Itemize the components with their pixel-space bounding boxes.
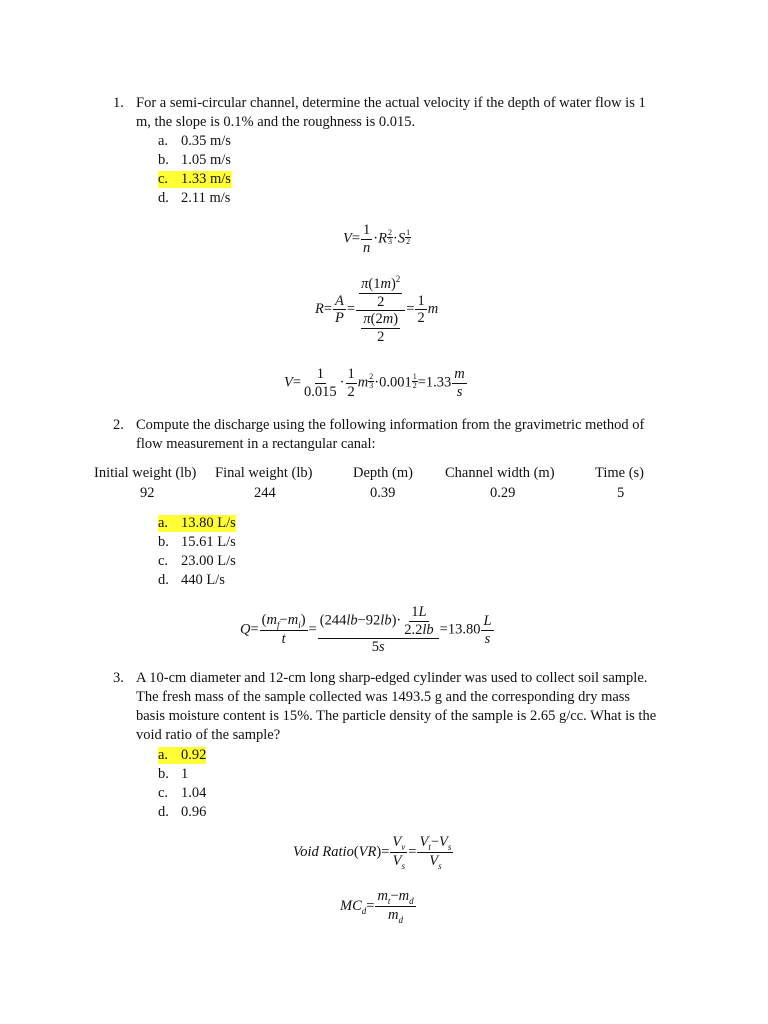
- table-header-time: Time (s): [595, 465, 645, 481]
- q3-option-c: c. 1.04: [158, 785, 207, 801]
- question-1-text-line-2: m, the slope is 0.1% and the roughness is 0.015.: [136, 114, 416, 130]
- q2-option-a-highlighted-answer: a. 13.80 L/s: [158, 515, 236, 531]
- question-3-text-line-1: A 10-cm diameter and 12-cm long sharp-edged cylinder was used to collect soil sample.: [136, 670, 648, 686]
- q3-void-ratio-equation: Void Ratio(VR)= $\frac{V_v}{V_s}$ = $\frac{V_t-V_s}{V_s}$: [293, 834, 452, 872]
- question-3-text-line-4: void ratio of the sample?: [136, 727, 281, 743]
- q1-hydraulic-radius-equation: R= $\frac{A}{P}$ = $\frac{\frac{\pi(1m)^2}{2}}{\frac{\pi(2m)}{2}}$ = $\frac{1}{2}$ m: [315, 274, 439, 345]
- question-3-number: 3.: [113, 670, 124, 686]
- table-header-channel-width: Channel width (m): [445, 465, 555, 481]
- q2-option-c: c. 23.00 L/s: [158, 553, 236, 569]
- table-value-final-weight: 244: [254, 485, 276, 501]
- question-2-text-line-1: Compute the discharge using the following information from the gravimetric method of: [136, 417, 645, 433]
- q2-option-b: b. 15.61 L/s: [158, 534, 236, 550]
- q1-option-a: a. 0.35 m/s: [158, 133, 231, 149]
- question-3-text-line-3: basis moisture content is 15%. The particle density of the sample is 2.65 g/cc. What is the: [136, 708, 657, 724]
- q1-manning-equation: V= $\frac{1}{n}$ ·R $\frac{2}{3}$ ·S $\frac{1}{2}$: [343, 222, 411, 256]
- q1-option-c-highlighted-answer: c. 1.33 m/s: [158, 171, 231, 187]
- table-value-time: 5: [617, 485, 625, 501]
- q3-option-a-highlighted-answer: a. 0.92: [158, 747, 207, 763]
- question-2-text-line-2: flow measurement in a rectangular canal:: [136, 436, 376, 452]
- q1-option-b: b. 1.05 m/s: [158, 152, 231, 168]
- table-header-depth: Depth (m): [353, 465, 413, 481]
- q2-option-d: d. 440 L/s: [158, 572, 225, 588]
- question-1-number: 1.: [113, 95, 124, 111]
- table-value-initial-weight: 92: [140, 485, 155, 501]
- table-header-initial-weight: Initial weight (lb): [94, 465, 197, 481]
- table-value-depth: 0.39: [370, 485, 396, 501]
- table-header-final-weight: Final weight (lb): [215, 465, 313, 481]
- q3-moisture-content-equation: $MC_d=$ $\frac{m_t-m_d}{m_d}$: [340, 888, 414, 926]
- q3-option-b: b. 1: [158, 766, 189, 782]
- question-1-text-line-1: For a semi-circular channel, determine the actual velocity if the depth of water flow is 1: [136, 95, 646, 111]
- table-value-channel-width: 0.29: [490, 485, 516, 501]
- q1-velocity-solution: V= $\frac{1}{0.015}$ · $\frac{1}{2}$ m $\frac{2}{3}$ ·0.001 $\frac{1}{2}$ =1.33 $\frac{m}{s}$: [284, 366, 465, 400]
- question-2-number: 2.: [113, 417, 124, 433]
- q1-option-d: d. 2.11 m/s: [158, 190, 231, 206]
- question-3-text-line-2: The fresh mass of the sample collected was 1493.5 g and the corresponding dry mass: [136, 689, 631, 705]
- q2-discharge-solution: Q= $\frac{(m_f-m_i)}{t}$ = (244lb−92lb)· $\frac{1L}{2.2lb}$ 5s =13.80 $\frac{L}{s}$: [240, 604, 492, 656]
- q3-option-d: d. 0.96: [158, 804, 207, 820]
